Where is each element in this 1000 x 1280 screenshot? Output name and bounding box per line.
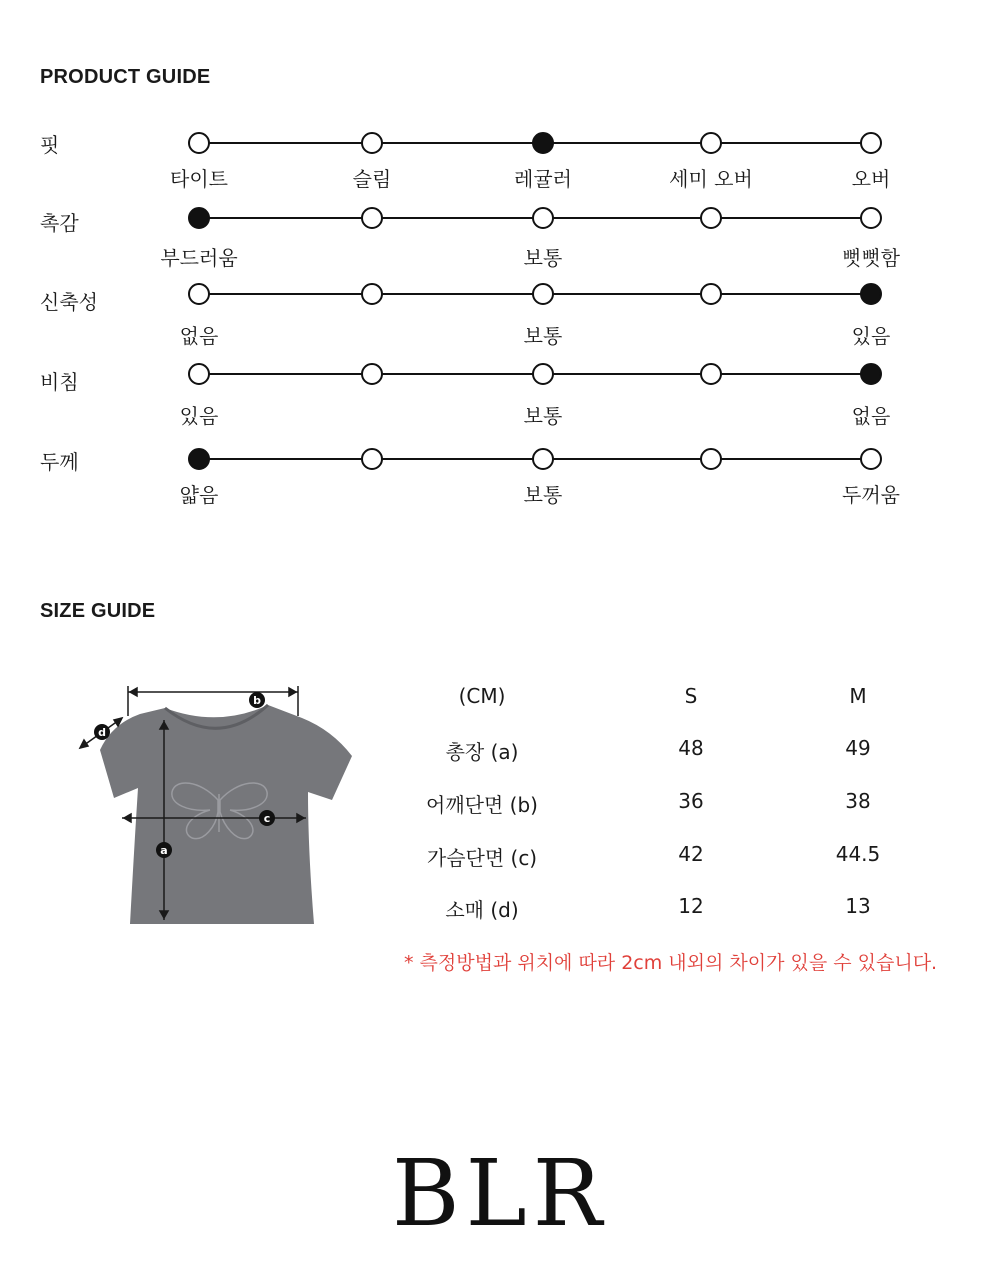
- guide-dot: [700, 448, 722, 470]
- size-table-cell: 가슴단면 (c): [426, 846, 538, 870]
- guide-scale-text: 얇음: [179, 483, 219, 507]
- guide-scale-text: 부드러움: [160, 246, 238, 270]
- size-table-cell: 42: [678, 842, 704, 866]
- guide-dot: [361, 363, 383, 385]
- measurement-note: * 측정방법과 위치에 따라 2cm 내외의 차이가 있을 수 있습니다.: [404, 952, 938, 974]
- guide-dot: [700, 132, 722, 154]
- guide-scale-text: 보통: [523, 483, 563, 507]
- guide-dot: [700, 207, 722, 229]
- guide-dot: [532, 363, 554, 385]
- size-table-cell: 49: [845, 736, 871, 760]
- size-table-cell: 38: [845, 789, 871, 813]
- tshirt-shape: [100, 705, 352, 924]
- size-table-cell: 총장 (a): [445, 740, 519, 764]
- svg-text:d: d: [98, 726, 106, 739]
- size-table-cell: 어깨단면 (b): [426, 793, 538, 817]
- guide-dot-selected: [860, 283, 882, 305]
- guide-scale-text: 없음: [851, 404, 891, 428]
- size-table-cell: 44.5: [835, 842, 881, 866]
- marker-c: [259, 810, 275, 826]
- guide-dot-selected: [860, 363, 882, 385]
- size-table-cell: 소매 (d): [445, 898, 519, 922]
- guide-scale-text: 있음: [179, 404, 219, 428]
- guide-dot: [361, 448, 383, 470]
- guide-dot: [860, 207, 882, 229]
- marker-a: [156, 842, 172, 858]
- guide-row-label: 비침: [40, 370, 79, 394]
- guide-dot: [532, 207, 554, 229]
- guide-dot: [532, 448, 554, 470]
- guide-scale-text: 보통: [523, 246, 563, 270]
- guide-scale-text: 보통: [523, 404, 563, 428]
- size-guide-title: SIZE GUIDE: [40, 600, 156, 622]
- size-table-cell: 13: [845, 894, 871, 918]
- size-table-cell: 48: [678, 736, 704, 760]
- size-table-cell: 12: [678, 894, 704, 918]
- guide-scale-text: 뻣뻣함: [842, 246, 900, 270]
- guide-row-label: 두께: [40, 450, 79, 474]
- guide-scale-text: 있음: [851, 324, 891, 348]
- marker-b: [249, 692, 265, 708]
- size-table-header-cell: M: [849, 684, 867, 708]
- size-table-cell: 36: [678, 789, 704, 813]
- guide-scale-text: 보통: [523, 324, 563, 348]
- guide-dot: [361, 132, 383, 154]
- guide-scale-text: 레귤러: [514, 167, 572, 191]
- guide-dot: [700, 363, 722, 385]
- product-guide-title: PRODUCT GUIDE: [40, 66, 211, 88]
- svg-text:c: c: [263, 812, 271, 825]
- guide-scale-text: 두꺼움: [842, 483, 900, 507]
- guide-scale-text: 타이트: [170, 167, 228, 191]
- marker-d: [94, 724, 110, 740]
- guide-scale-text: 세미 오버: [669, 167, 753, 191]
- guide-scale-text: 슬림: [352, 167, 392, 191]
- guide-dot: [532, 283, 554, 305]
- guide-scale-text: 오버: [851, 167, 891, 191]
- guide-dot: [361, 207, 383, 229]
- guide-dot: [860, 448, 882, 470]
- guide-dot-selected: [188, 448, 210, 470]
- guide-dot: [188, 283, 210, 305]
- guide-scale-text: 없음: [179, 324, 219, 348]
- guide-dot-selected: [532, 132, 554, 154]
- guide-dot-selected: [188, 207, 210, 229]
- brand-logo: BLR: [392, 1140, 608, 1247]
- tshirt-measurement-figure: [70, 680, 370, 930]
- guide-dot: [700, 283, 722, 305]
- size-table-header-cell: S: [684, 684, 698, 708]
- guide-row-label: 신축성: [40, 290, 98, 314]
- svg-text:a: a: [160, 844, 168, 857]
- guide-dot: [860, 132, 882, 154]
- svg-text:b: b: [253, 694, 261, 707]
- size-table-header-cell: (CM): [458, 684, 506, 708]
- guide-dot: [188, 132, 210, 154]
- guide-row-label: 촉감: [40, 211, 79, 235]
- guide-dot: [188, 363, 210, 385]
- guide-row-label: 핏: [40, 133, 60, 157]
- guide-dot: [361, 283, 383, 305]
